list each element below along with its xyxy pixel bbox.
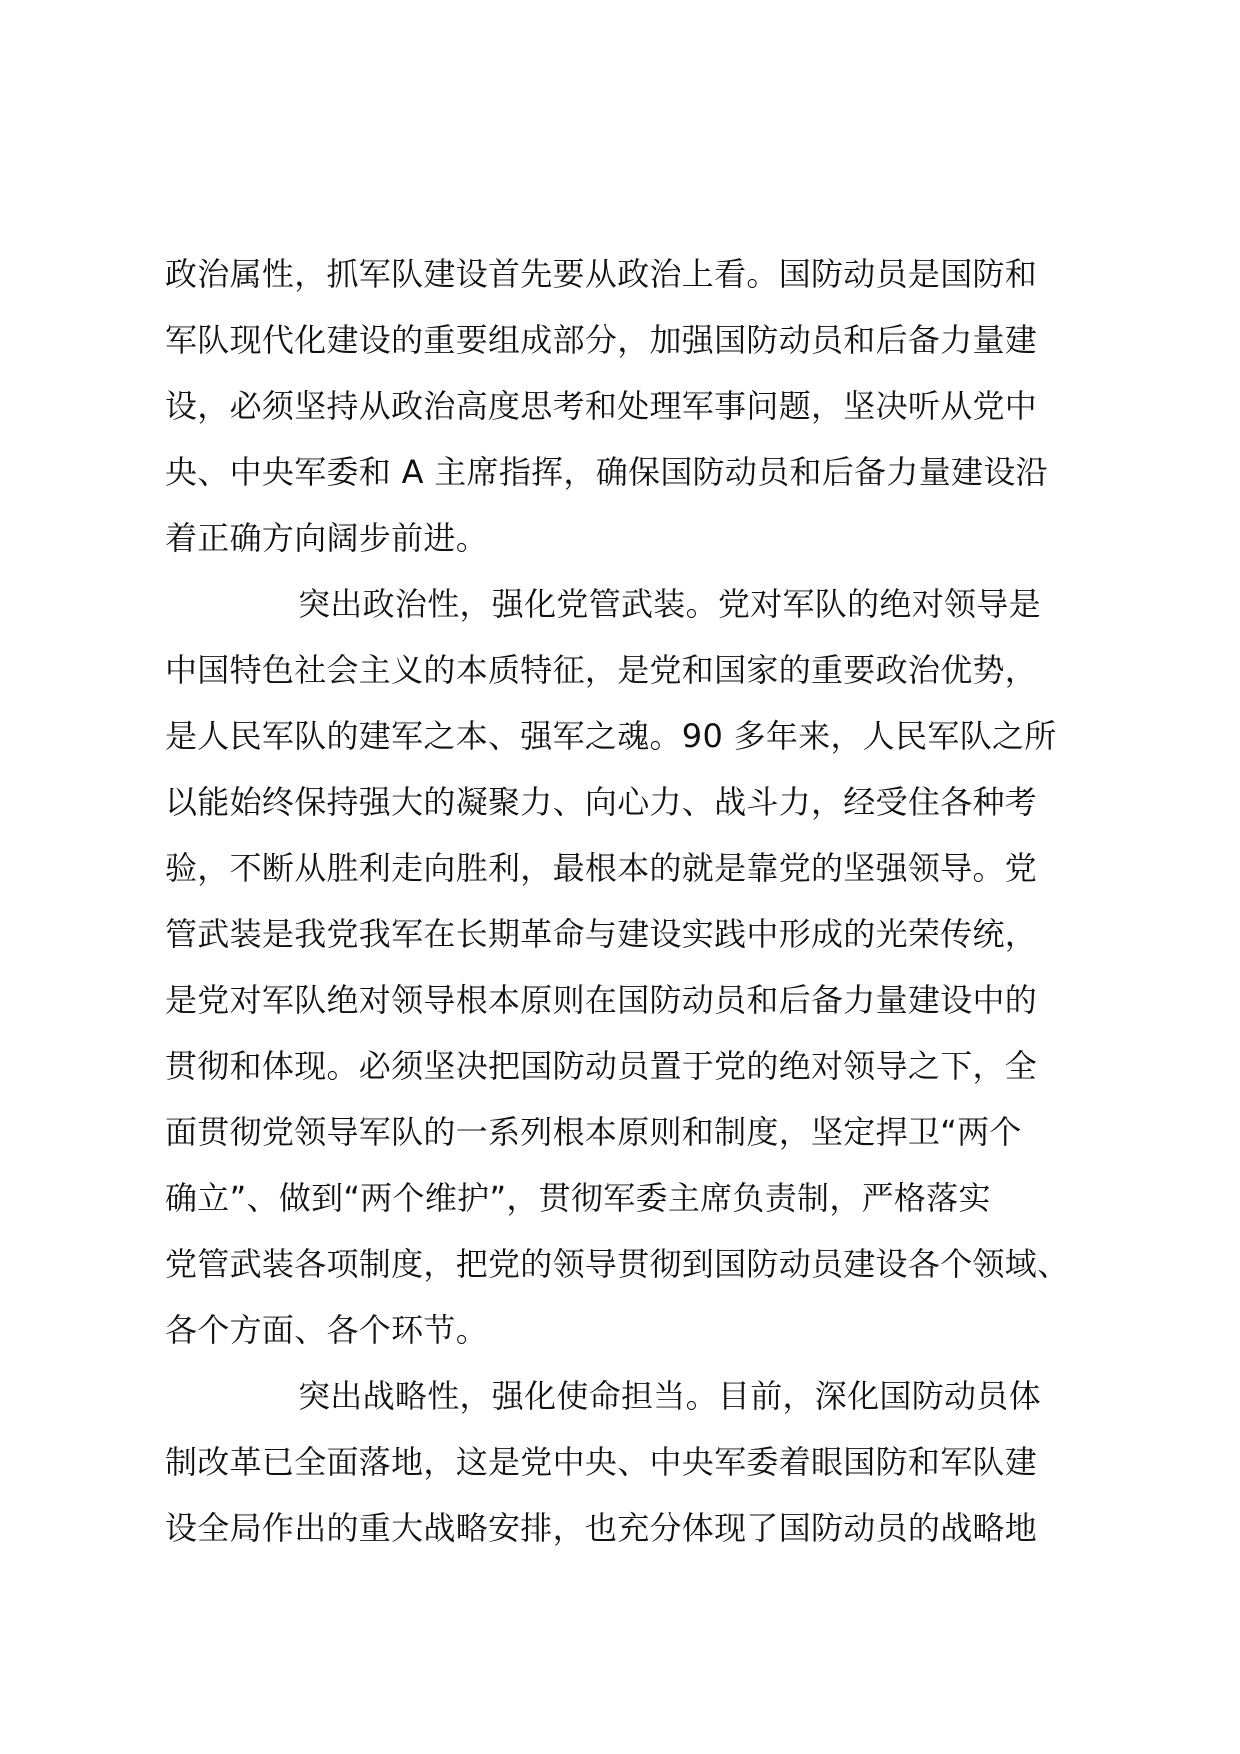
text-line: 确立”、做到“两个维护”，贯彻军委主席负责制，严格落实 — [165, 1179, 991, 1217]
text-line: 贯彻和体现。必须坚决把国防动员置于党的绝对领导之下，全 — [165, 1047, 1038, 1085]
text-line: 以能始终保持强大的凝聚力、向心力、战斗力，经受住各种考 — [165, 783, 1038, 821]
paragraph-start-line: 突出政治性，强化党管武装。党对军队的绝对领导是 — [298, 585, 1041, 623]
text-line: 政治属性，抓军队建设首先要从政治上看。国防动员是国防和 — [165, 255, 1038, 293]
paragraph-start-line: 突出战略性，强化使命担当。目前，深化国防动员体 — [298, 1377, 1041, 1415]
text-line: 设全局作出的重大战略安排，也充分体现了国防动员的战略地 — [165, 1509, 1038, 1547]
text-line: 制改革已全面落地，这是党中央、中央军委着眼国防和军队建 — [165, 1443, 1038, 1481]
text-line: 是党对军队绝对领导根本原则在国防动员和后备力量建设中的 — [165, 981, 1038, 1019]
text-line: 设，必须坚持从政治高度思考和处理军事问题，坚决听从党中 — [165, 387, 1038, 425]
text-line: 管武装是我党我军在长期革命与建设实践中形成的光荣传统， — [165, 915, 1038, 953]
text-line: 军队现代化建设的重要组成部分，加强国防动员和后备力量建 — [165, 321, 1038, 359]
body-text — [165, 241, 1095, 1561]
text-line: 面贯彻党领导军队的一系列根本原则和制度，坚定捍卫“两个 — [165, 1113, 1022, 1151]
text-line: 验，不断从胜利走向胜利，最根本的就是靠党的坚强领导。党 — [165, 849, 1038, 887]
text-line: 中国特色社会主义的本质特征，是党和国家的重要政治优势， — [165, 651, 1038, 689]
text-line: 是人民军队的建军之本、强军之魂。90 多年来，人民军队之所 — [165, 717, 1057, 755]
text-line: 各个方面、各个环节。 — [165, 1311, 489, 1349]
text-line: 着正确方向阔步前进。 — [165, 519, 489, 557]
text-line: 央、中央军委和 A 主席指挥，确保国防动员和后备力量建设沿 — [165, 453, 1048, 491]
text-line: 党管武装各项制度，把党的领导贯彻到国防动员建设各个领域、 — [165, 1245, 1070, 1283]
